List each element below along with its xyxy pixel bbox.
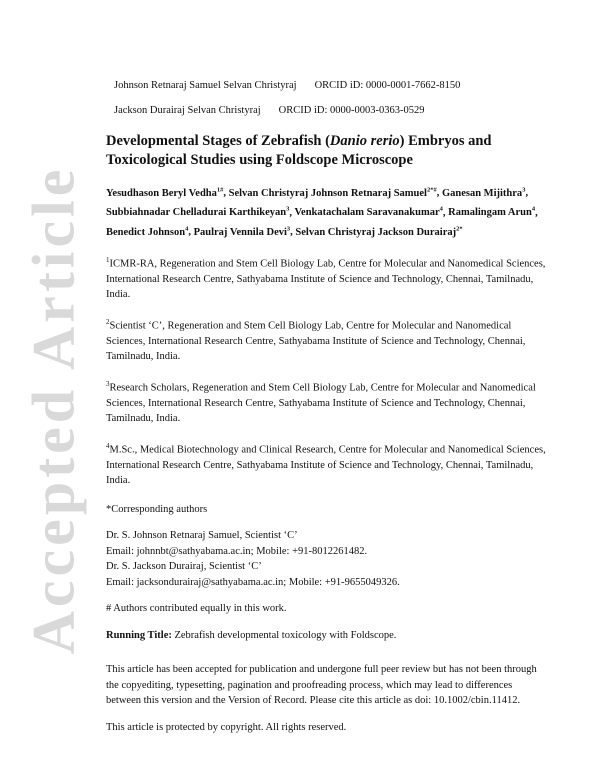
author: Benedict Johnson$^4$ bbox=[106, 225, 189, 238]
orcid-author-name: Jackson Durairaj Selvan Christyraj bbox=[114, 105, 261, 116]
orcid-line-1 bbox=[114, 80, 546, 91]
corresponding-line: Dr. S. Johnson Retnaraj Samuel, Scientist ‘C’ bbox=[106, 530, 298, 541]
copyright-notice: This article is protected by copyright. All rights reserved. bbox=[106, 721, 347, 733]
author: Selvan Christyraj Johnson Retnaraj Samuel$^{2*\#}$ bbox=[228, 186, 437, 199]
running-title bbox=[106, 628, 546, 644]
article-title: Developmental Stages of Zebrafish (Danio rerio) Embryos and Toxicological Studies using Foldscope Microscope bbox=[106, 133, 492, 168]
accepted-article-watermark bbox=[18, 110, 90, 710]
orcid-author-name: Johnson Retnaraj Samuel Selvan Christyraj bbox=[114, 80, 297, 91]
affiliation-list bbox=[106, 253, 546, 489]
affiliation: $^3$Research Scholars, Regeneration and Stem Cell Biology Lab, Centre for Molecular and Nanomedical Sciences, International Research Centre, Sathyabama Institute of Science and Technology, Chennai, Tamilnadu, India. bbox=[106, 379, 536, 424]
orcid-id[interactable]: ORCID iD: 0000-0003-0363-0529 bbox=[278, 105, 425, 116]
equal-contribution-note: # Authors contributed equally in this work. bbox=[106, 603, 287, 614]
corresponding-block bbox=[106, 528, 546, 590]
author: Paulraj Vennila Devi$^3$ bbox=[193, 225, 291, 238]
acceptance-note: This article has been accepted for publication and undergone full peer review but has not been through the copyediting, typesetting, pagination and proofreading process, which may lead to differences between this version and the Version of Record. Please cite this article as doi: 10.1002/cbin.11412. bbox=[106, 664, 537, 706]
author: Subbiahnadar Chelladurai Karthikeyan$^3$ bbox=[106, 205, 290, 218]
author: Venkatachalam Saravanakumar$^4$ bbox=[294, 205, 443, 218]
corresponding-line: Dr. S. Jackson Durairaj, Scientist ‘C’ bbox=[106, 561, 262, 572]
page-content bbox=[106, 80, 546, 735]
affiliation: $^2$Scientist ‘C’, Regeneration and Stem Cell Biology Lab, Centre for Molecular and Nanomedical Sciences, International Research Centre, Sathyabama Institute of Science and Technology, Chennai, Tamilnadu, India. bbox=[106, 317, 526, 362]
watermark-text: Accepted Article bbox=[20, 165, 87, 655]
author: Ganesan Mijithra$^3$ bbox=[441, 186, 526, 199]
affiliation: $^4$M.Sc., Medical Biotechnology and Clinical Research, Centre for Molecular and Nanomedical Sciences, International Research Centre, Sathyabama Institute of Science and Technology, Chennai, Tamilnadu, India. bbox=[106, 441, 546, 486]
running-title-text: Zebrafish developmental toxicology with Foldscope. bbox=[171, 629, 397, 641]
author: Yesudhason Beryl Vedha$^{1\#}$ bbox=[106, 186, 224, 199]
author: Selvan Christyraj Jackson Durairaj$^{2*}$ bbox=[295, 225, 463, 238]
orcid-line-2 bbox=[114, 105, 546, 116]
author: Ramalingam Arun$^4$ bbox=[448, 205, 536, 218]
affiliation: $^1$ICMR-RA, Regeneration and Stem Cell Biology Lab, Centre for Molecular and Nanomedical Sciences, International Research Centre, Sathyabama Institute of Science and Technology, Chennai, Tamilnadu, India. bbox=[106, 255, 546, 300]
corresponding-label: *Corresponding authors bbox=[106, 503, 208, 515]
orcid-id[interactable]: ORCID iD: 0000-0001-7662-8150 bbox=[314, 80, 461, 91]
corresponding-line[interactable]: Email: jacksondurairaj@sathyabama.ac.in; Mobile: +91-9655049326. bbox=[106, 576, 400, 588]
author-list: Yesudhason Beryl Vedha$^{1\#}$, Selvan Christyraj Johnson Retnaraj Samuel$^{2*\#}$, Ganesan Mijithra$^3$, Subbiahnadar Chelladurai Karthikeyan$^3$, Venkatachalam Saravanakumar$^4$, Ramalingam Arun$^4$, Benedict Johnson$^4$, Paulraj Vennila Devi$^3$, Selvan Christyraj Jackson Durairaj$^{2*}$ bbox=[106, 186, 538, 238]
corresponding-line[interactable]: Email: johnnbt@sathyabama.ac.in; Mobile: +91-8012261482. bbox=[106, 545, 368, 557]
running-title-label: Running Title: bbox=[106, 629, 172, 641]
